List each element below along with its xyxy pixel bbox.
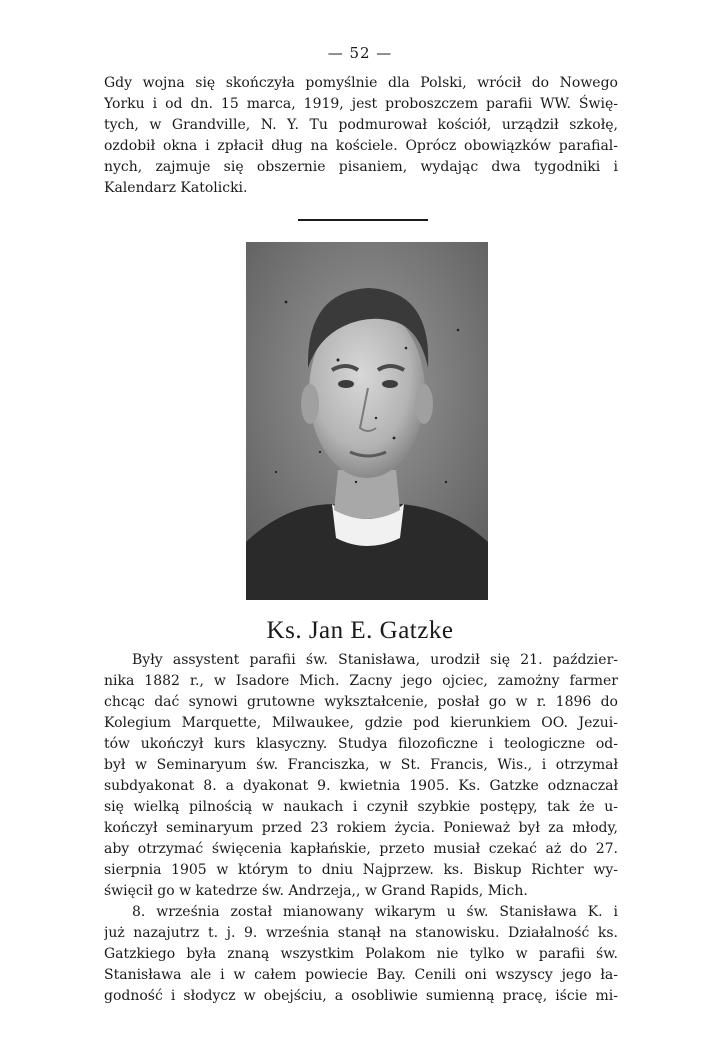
bio-line: był w Seminaryum św. Franciszka, w St. Francis, Wis., i otrzymał [104, 757, 618, 773]
intro-line: nych, zajmuje się obszernie pisaniem, wydając dwa tygodniki i [104, 159, 618, 175]
bio-line: Były assystent parafii św. Stanisława, urodził się 21. paździer- [132, 652, 618, 668]
bio-line: się wielką pilnością w naukach i czynił szybkie postępy, tak że u- [104, 799, 618, 815]
intro-line: tych, w Grandville, N. Y. Tu podmurował kościół, urządził szkołę, [104, 117, 618, 133]
bio-line: kończył seminaryum przed 23 rokiem życia. Ponieważ był za młody, [104, 820, 618, 836]
section-divider [298, 219, 428, 221]
intro-line: ozdobił okna i zpłacił dług na kościele. Oprócz obowiązków parafial- [104, 138, 618, 154]
portrait-illustration [246, 242, 488, 600]
bio-line: subdyakonat 8. a dyakonat 9. kwietnia 1905. Ks. Gatzke odznaczał [104, 778, 618, 794]
page-number: — 52 — [327, 44, 393, 62]
intro-line: Gdy wojna się skończyła pomyślnie dla Polski, wrócił do Nowego [104, 75, 618, 91]
bio-line: chcąc dać synowi grutowne wykształcenie, posłał go w r. 1896 do [104, 694, 618, 710]
biography-paragraph [104, 650, 618, 1007]
bio-line: aby otrzymać święcenia kapłańskie, przeto musiał czekać aż do 27. [104, 841, 618, 857]
bio-line: Kolegium Marquette, Milwaukee, gdzie pod kierunkiem OO. Jezui- [104, 715, 618, 731]
bio-line: już nazajutrz t. j. 9. września stanął na stanowisku. Działalność ks. [104, 925, 618, 941]
intro-paragraph [104, 73, 618, 199]
bio-line: Stanisława ale i w całem powiecie Bay. Cenili oni wszyscy jego ła- [104, 967, 618, 983]
intro-line: Yorku i od dn. 15 marca, 1919, jest proboszczem parafii WW. Świę- [104, 96, 618, 112]
portrait-photo [246, 242, 488, 600]
bio-line: nika 1882 r., w Isadore Mich. Zacny jego ojciec, zamożny farmer [104, 673, 618, 689]
bio-line: tów ukończył kurs klasyczny. Studya filozoficzne i teologiczne od- [104, 736, 618, 752]
intro-line: Kalendarz Katolicki. [104, 180, 248, 196]
bio-line: sierpnia 1905 w którym to dniu Najprzew. ks. Biskup Richter wy- [104, 862, 618, 878]
bio-line: godność i słodycz w obejściu, a osobliwie sumienną pracę, iście mi- [104, 988, 618, 1004]
bio-line: święcił go w katedrze św. Andrzeja,, w Grand Rapids, Mich. [104, 883, 528, 899]
portrait-caption: Ks. Jan E. Gatzke [266, 617, 454, 644]
bio-line: 8. września został mianowany wikarym u św. Stanisława K. i [132, 904, 618, 920]
bio-line: Gatzkiego była znaną wszystkim Polakom nie tylko w parafii św. [104, 946, 618, 962]
